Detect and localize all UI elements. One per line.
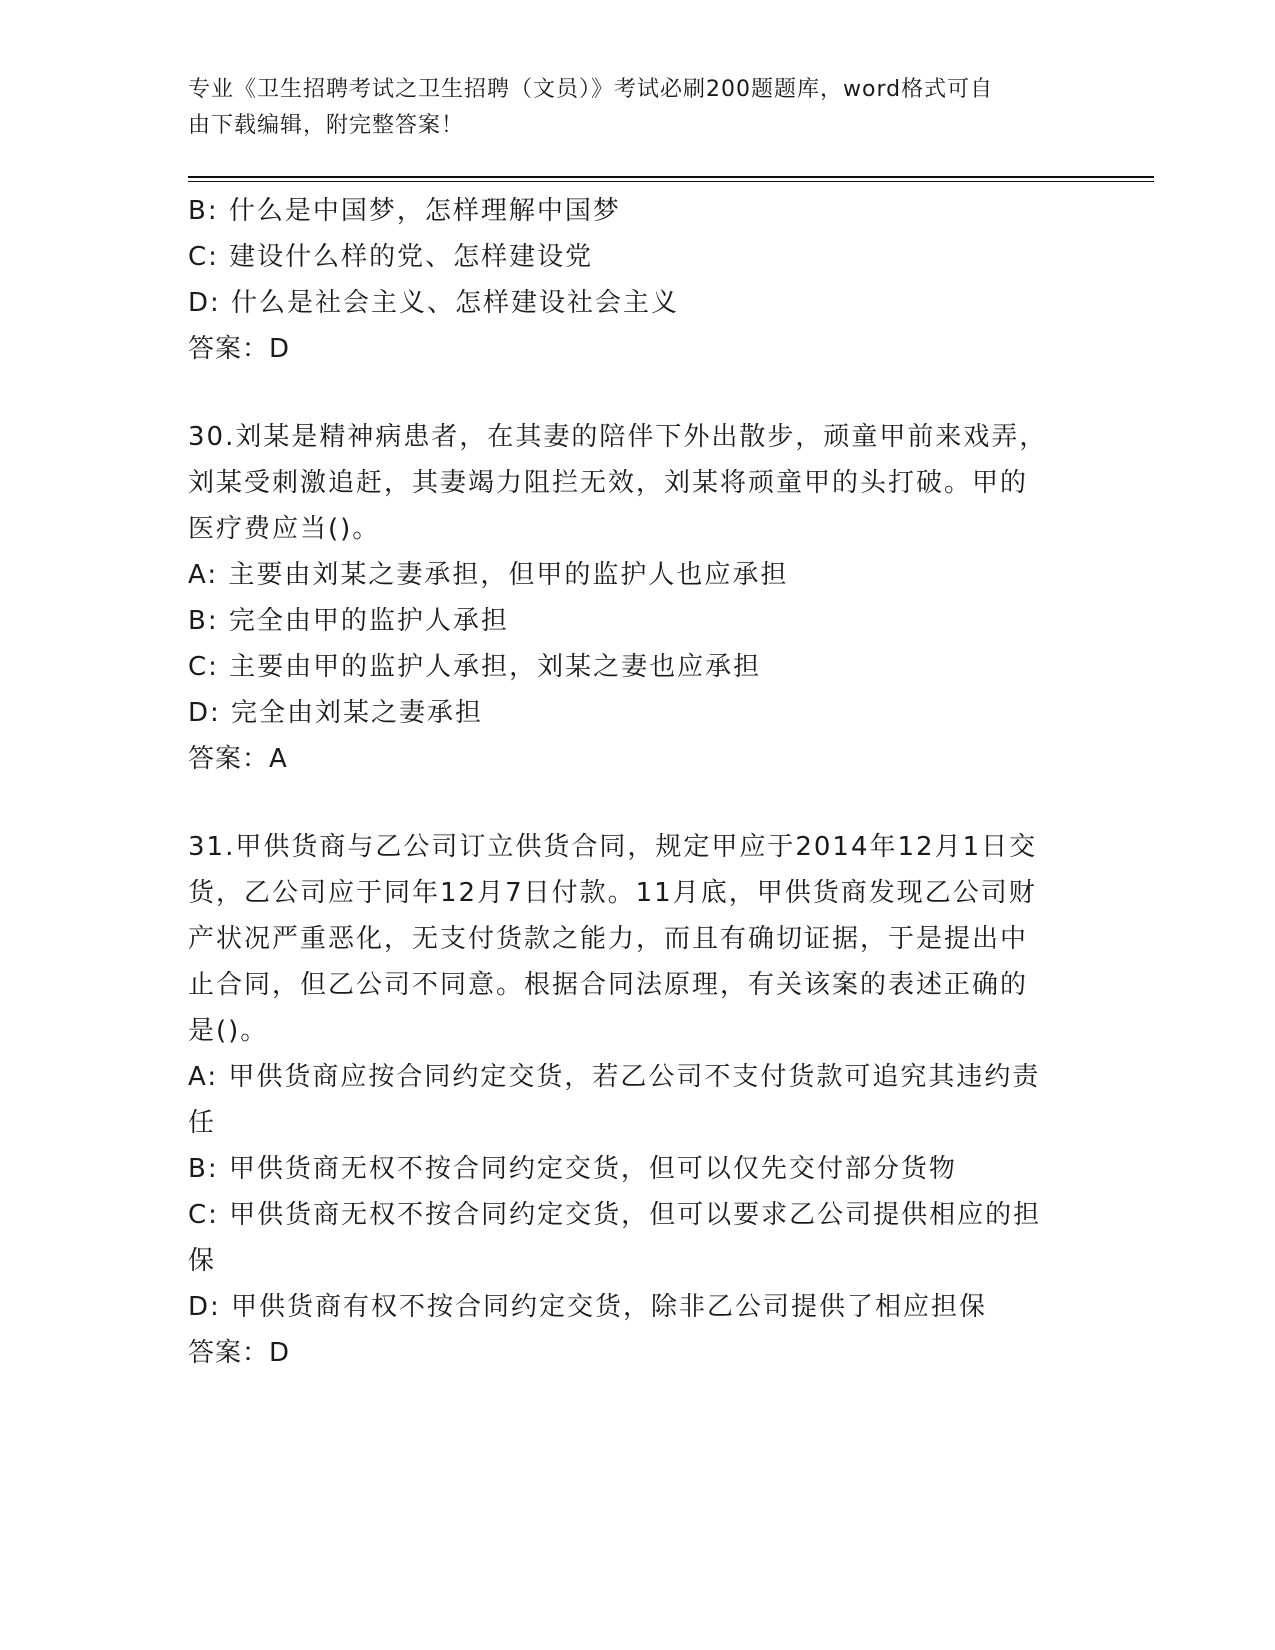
q29-option-c: C: 建设什么样的党、怎样建设党 [188,242,594,272]
q31-stem-line-1: 31.甲供货商与乙公司订立供货合同，规定甲应于2014年12月1日交 [188,832,1038,862]
q30-option-b: B: 完全由甲的监护人承担 [188,606,509,636]
q30-answer: 答案：A [188,744,288,774]
q30-option-d: D: 完全由刘某之妻承担 [188,698,484,728]
question-30 [188,414,1088,782]
q31-option-c-line-1: C: 甲供货商无权不按合同约定交货，但可以要求乙公司提供相应的担 [188,1200,1042,1230]
q31-stem-line-4: 止合同，但乙公司不同意。根据合同法原理，有关该案的表述正确的 [188,970,1029,1000]
q29-option-d: D: 什么是社会主义、怎样建设社会主义 [188,288,680,318]
q31-stem-line-5: 是()。 [188,1016,269,1046]
q31-option-d: D: 甲供货商有权不按合同约定交货，除非乙公司提供了相应担保 [188,1292,988,1322]
document-header [188,72,1088,144]
q31-option-c-line-2: 保 [188,1246,217,1276]
q30-option-a: A: 主要由刘某之妻承担，但甲的监护人也应承担 [188,560,789,590]
q31-option-a-line-1: A: 甲供货商应按合同约定交货，若乙公司不支付货款可追究其违约责 [188,1062,1041,1092]
question-spacer [188,372,1088,414]
header-divider-thick [188,176,1154,178]
q31-stem-line-3: 产状况严重恶化，无支付货款之能力，而且有确切证据，于是提出中 [188,924,1029,954]
question-29 [188,188,1088,372]
q31-answer: 答案：D [188,1338,291,1368]
q31-stem-line-2: 货，乙公司应于同年12月7日付款。11月底，甲供货商发现乙公司财 [188,878,1037,908]
header-line-2: 由下载编辑，附完整答案！ [188,113,465,138]
q30-option-c: C: 主要由甲的监护人承担，刘某之妻也应承担 [188,652,762,682]
q31-option-b: B: 甲供货商无权不按合同约定交货，但可以仅先交付部分货物 [188,1154,957,1184]
header-divider-thin [188,181,1154,182]
q30-stem-line-1: 30.刘某是精神病患者，在其妻的陪伴下外出散步，顽童甲前来戏弄， [188,422,1048,452]
question-content [188,188,1088,1376]
header-line-1: 专业《卫生招聘考试之卫生招聘（文员）》考试必刷200题题库，word格式可自 [188,77,994,102]
question-31 [188,824,1088,1376]
q29-answer: 答案：D [188,334,291,364]
q30-stem-line-2: 刘某受刺激追赶，其妻竭力阻拦无效，刘某将顽童甲的头打破。甲的 [188,468,1029,498]
question-spacer [188,782,1088,824]
q31-option-a-line-2: 任 [188,1108,217,1138]
q30-stem-line-3: 医疗费应当()。 [188,514,381,544]
q29-option-b: B: 什么是中国梦，怎样理解中国梦 [188,196,621,226]
